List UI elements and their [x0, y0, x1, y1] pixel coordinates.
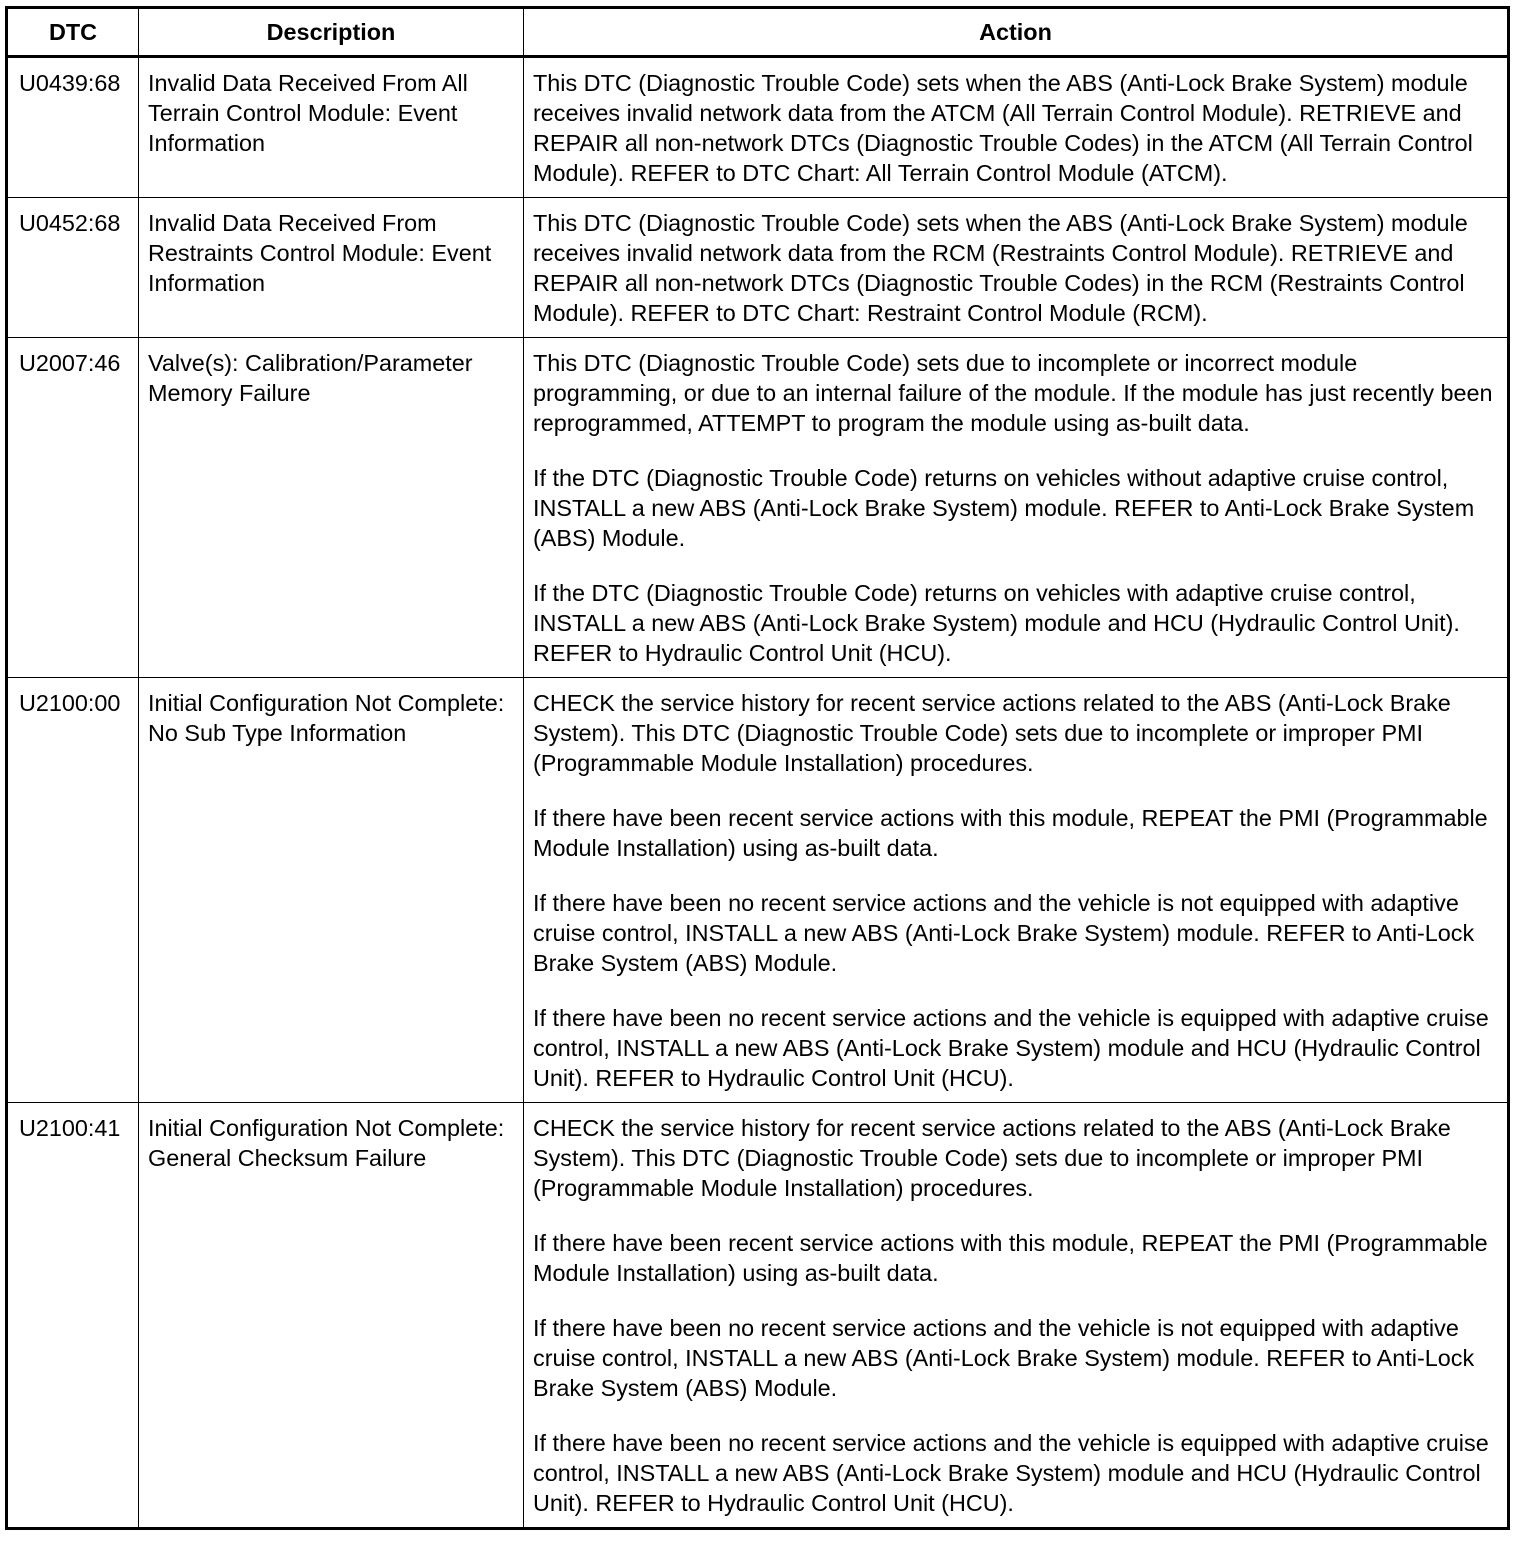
table-row: [7, 338, 1509, 678]
action-paragraph: If there have been recent service actions with this module, REPEAT the PMI (Programmable Module Installation) using as-built data.: [533, 805, 1488, 861]
action-paragraph: CHECK the service history for recent service actions related to the ABS (Anti-Lock Brake System). This DTC (Diagnostic Trouble Code) sets due to incomplete or improper PMI (Programmable Module Installation) procedures.: [533, 1115, 1451, 1201]
header-description: Description: [139, 8, 524, 57]
dtc-code-cell: U0452:68: [7, 198, 139, 338]
action-paragraph: If the DTC (Diagnostic Trouble Code) returns on vehicles without adaptive cruise control, INSTALL a new ABS (Anti-Lock Brake System) module. REFER to Anti-Lock Brake System (ABS) Module.: [533, 465, 1475, 551]
action-paragraph: If there have been recent service actions with this module, REPEAT the PMI (Programmable Module Installation) using as-built data.: [533, 1230, 1488, 1286]
description-cell: Initial Configuration Not Complete: No Sub Type Information: [139, 678, 524, 1103]
action-cell: [524, 678, 1509, 1103]
action-paragraph: This DTC (Diagnostic Trouble Code) sets due to incomplete or incorrect module programming, or due to an internal failure of the module. If the module has just recently been reprogrammed, ATTEMPT to program the module using as-built data.: [533, 350, 1493, 436]
action-cell: [524, 57, 1509, 198]
action-paragraph: CHECK the service history for recent service actions related to the ABS (Anti-Lock Brake System). This DTC (Diagnostic Trouble Code) sets due to incomplete or improper PMI (Programmable Module Installation) procedures.: [533, 690, 1451, 776]
dtc-code-cell: U0439:68: [7, 57, 139, 198]
table-row: [7, 198, 1509, 338]
header-action: Action: [524, 8, 1509, 57]
description-cell: Valve(s): Calibration/Parameter Memory Failure: [139, 338, 524, 678]
action-cell: [524, 198, 1509, 338]
dtc-table: [5, 6, 1510, 1530]
table-row: [7, 57, 1509, 198]
table-row: [7, 678, 1509, 1103]
dtc-code-cell: U2100:00: [7, 678, 139, 1103]
action-cell: [524, 1103, 1509, 1529]
dtc-code-cell: U2007:46: [7, 338, 139, 678]
action-paragraph: This DTC (Diagnostic Trouble Code) sets when the ABS (Anti-Lock Brake System) module receives invalid network data from the RCM (Restraints Control Module). RETRIEVE and REPAIR all non-network DTCs (Diagnostic Trouble Codes) in the RCM (Restraints Control Module). REFER to DTC Chart: Restraint Control Module (RCM).: [533, 210, 1468, 326]
description-cell: Initial Configuration Not Complete: General Checksum Failure: [139, 1103, 524, 1529]
table-row: [7, 1103, 1509, 1529]
action-paragraph: If there have been no recent service actions and the vehicle is not equipped with adaptive cruise control, INSTALL a new ABS (Anti-Lock Brake System) module. REFER to Anti-Lock Brake System (ABS) Module.: [533, 1315, 1475, 1401]
action-paragraph: This DTC (Diagnostic Trouble Code) sets when the ABS (Anti-Lock Brake System) module receives invalid network data from the ATCM (All Terrain Control Module). RETRIEVE and REPAIR all non-network DTCs (Diagnostic Trouble Codes) in the ATCM (All Terrain Control Module). REFER to DTC Chart: All Terrain Control Module (ATCM).: [533, 70, 1473, 186]
action-cell: [524, 338, 1509, 678]
dtc-table-page: [5, 6, 1507, 1530]
action-paragraph: If there have been no recent service actions and the vehicle is not equipped with adaptive cruise control, INSTALL a new ABS (Anti-Lock Brake System) module. REFER to Anti-Lock Brake System (ABS) Module.: [533, 890, 1475, 976]
description-cell: Invalid Data Received From Restraints Control Module: Event Information: [139, 198, 524, 338]
action-paragraph: If there have been no recent service actions and the vehicle is equipped with adaptive cruise control, INSTALL a new ABS (Anti-Lock Brake System) module and HCU (Hydraulic Control Unit). REFER to Hydraulic Control Unit (HCU).: [533, 1430, 1489, 1516]
table-header-row: [7, 8, 1509, 57]
action-paragraph: If there have been no recent service actions and the vehicle is equipped with adaptive cruise control, INSTALL a new ABS (Anti-Lock Brake System) module and HCU (Hydraulic Control Unit). REFER to Hydraulic Control Unit (HCU).: [533, 1005, 1489, 1091]
table-body: [7, 57, 1509, 1529]
dtc-code-cell: U2100:41: [7, 1103, 139, 1529]
action-paragraph: If the DTC (Diagnostic Trouble Code) returns on vehicles with adaptive cruise control, INSTALL a new ABS (Anti-Lock Brake System) module and HCU (Hydraulic Control Unit). REFER to Hydraulic Control Unit (HCU).: [533, 580, 1460, 666]
header-dtc: DTC: [7, 8, 139, 57]
description-cell: Invalid Data Received From All Terrain Control Module: Event Information: [139, 57, 524, 198]
